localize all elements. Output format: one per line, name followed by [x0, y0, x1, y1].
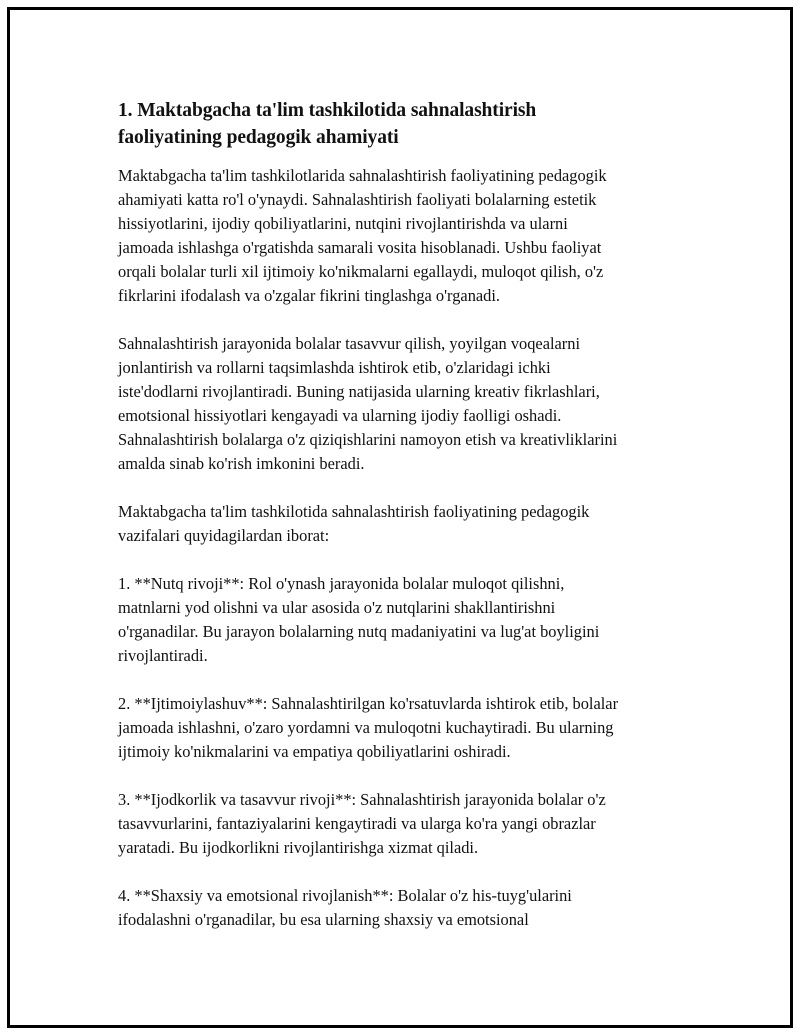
- section-title: [118, 97, 698, 151]
- text-line: iste'dodlarni rivojlantiradi. Buning natijasida ularning kreativ fikrlashlari,: [118, 382, 600, 401]
- list-item-emotional: [118, 884, 698, 932]
- text-line: 1. **Nutq rivoji**: Rol o'ynash jarayonida bolalar muloqot qilishni,: [118, 574, 565, 593]
- text-line: jonlantirish va rollarni taqsimlashda ishtirok etib, o'zlaridagi ichki: [118, 358, 551, 377]
- document-content: [118, 97, 698, 956]
- text-line: Maktabgacha ta'lim tashkilotlarida sahnalashtirish faoliyatining pedagogik: [118, 166, 607, 185]
- text-line: ifodalashni o'rganadilar, bu esa ularning shaxsiy va emotsional: [118, 910, 529, 929]
- text-line: 4. **Shaxsiy va emotsional rivojlanish**: Bolalar o'z his-tuyg'ularini: [118, 886, 572, 905]
- text-line: orqali bolalar turli xil ijtimoiy ko'nikmalarni egallaydi, muloqot qilish, o'z: [118, 262, 604, 281]
- list-item-socialization: [118, 692, 698, 764]
- paragraph-tasks-intro: [118, 500, 698, 548]
- list-item-creativity: [118, 788, 698, 860]
- text-line: matnlarni yod olishni va ular asosida o'z nutqlarini shakllantirishni: [118, 598, 556, 617]
- list-item-speech: [118, 572, 698, 668]
- text-line: Sahnalashtirish bolalarga o'z qiziqishlarini namoyon etish va kreativliklarini: [118, 430, 618, 449]
- paragraph-process: [118, 332, 698, 476]
- text-line: emotsional hissiyotlari kengayadi va ularning ijodiy faolligi oshadi.: [118, 406, 562, 425]
- text-line: rivojlantiradi.: [118, 646, 208, 665]
- text-line: yaratadi. Bu ijodkorlikni rivojlantirishga xizmat qiladi.: [118, 838, 479, 857]
- title-line: 1. Maktabgacha ta'lim tashkilotida sahnalashtirish: [118, 100, 537, 121]
- text-line: ahamiyati katta ro'l o'ynaydi. Sahnalashtirish faoliyati bolalarning estetik: [118, 190, 597, 209]
- text-line: o'rganadilar. Bu jarayon bolalarning nutq madaniyatini va lug'at boyligini: [118, 622, 600, 641]
- text-line: tasavvurlarini, fantaziyalarini kengaytiradi va ularga ko'ra yangi obrazlar: [118, 814, 596, 833]
- text-line: ijtimoiy ko'nikmalarini va empatiya qobiliyatlarini oshiradi.: [118, 742, 511, 761]
- text-line: Sahnalashtirish jarayonida bolalar tasavvur qilish, yoyilgan voqealarni: [118, 334, 581, 353]
- title-line: faoliyatining pedagogik ahamiyati: [118, 127, 399, 148]
- text-line: Maktabgacha ta'lim tashkilotida sahnalashtirish faoliyatining pedagogik: [118, 502, 590, 521]
- text-line: amalda sinab ko'rish imkonini beradi.: [118, 454, 365, 473]
- document-page: [7, 7, 793, 1028]
- text-line: jamoada ishlashga o'rgatishda samarali vosita hisoblanadi. Ushbu faoliyat: [118, 238, 602, 257]
- text-line: hissiyotlarini, ijodiy qobiliyatlarini, nutqini rivojlantirishda va ularni: [118, 214, 568, 233]
- text-line: jamoada ishlashni, o'zaro yordamni va muloqotni kuchaytiradi. Bu ularning: [118, 718, 614, 737]
- text-line: 2. **Ijtimoiylashuv**: Sahnalashtirilgan ko'rsatuvlarda ishtirok etib, bolalar: [118, 694, 619, 713]
- text-line: vazifalari quyidagilardan iborat:: [118, 526, 330, 545]
- paragraph-intro: [118, 164, 698, 308]
- text-line: fikrlarini ifodalash va o'zgalar fikrini tinglashga o'rganadi.: [118, 286, 501, 305]
- text-line: 3. **Ijodkorlik va tasavvur rivoji**: Sahnalashtirish jarayonida bolalar o'z: [118, 790, 606, 809]
